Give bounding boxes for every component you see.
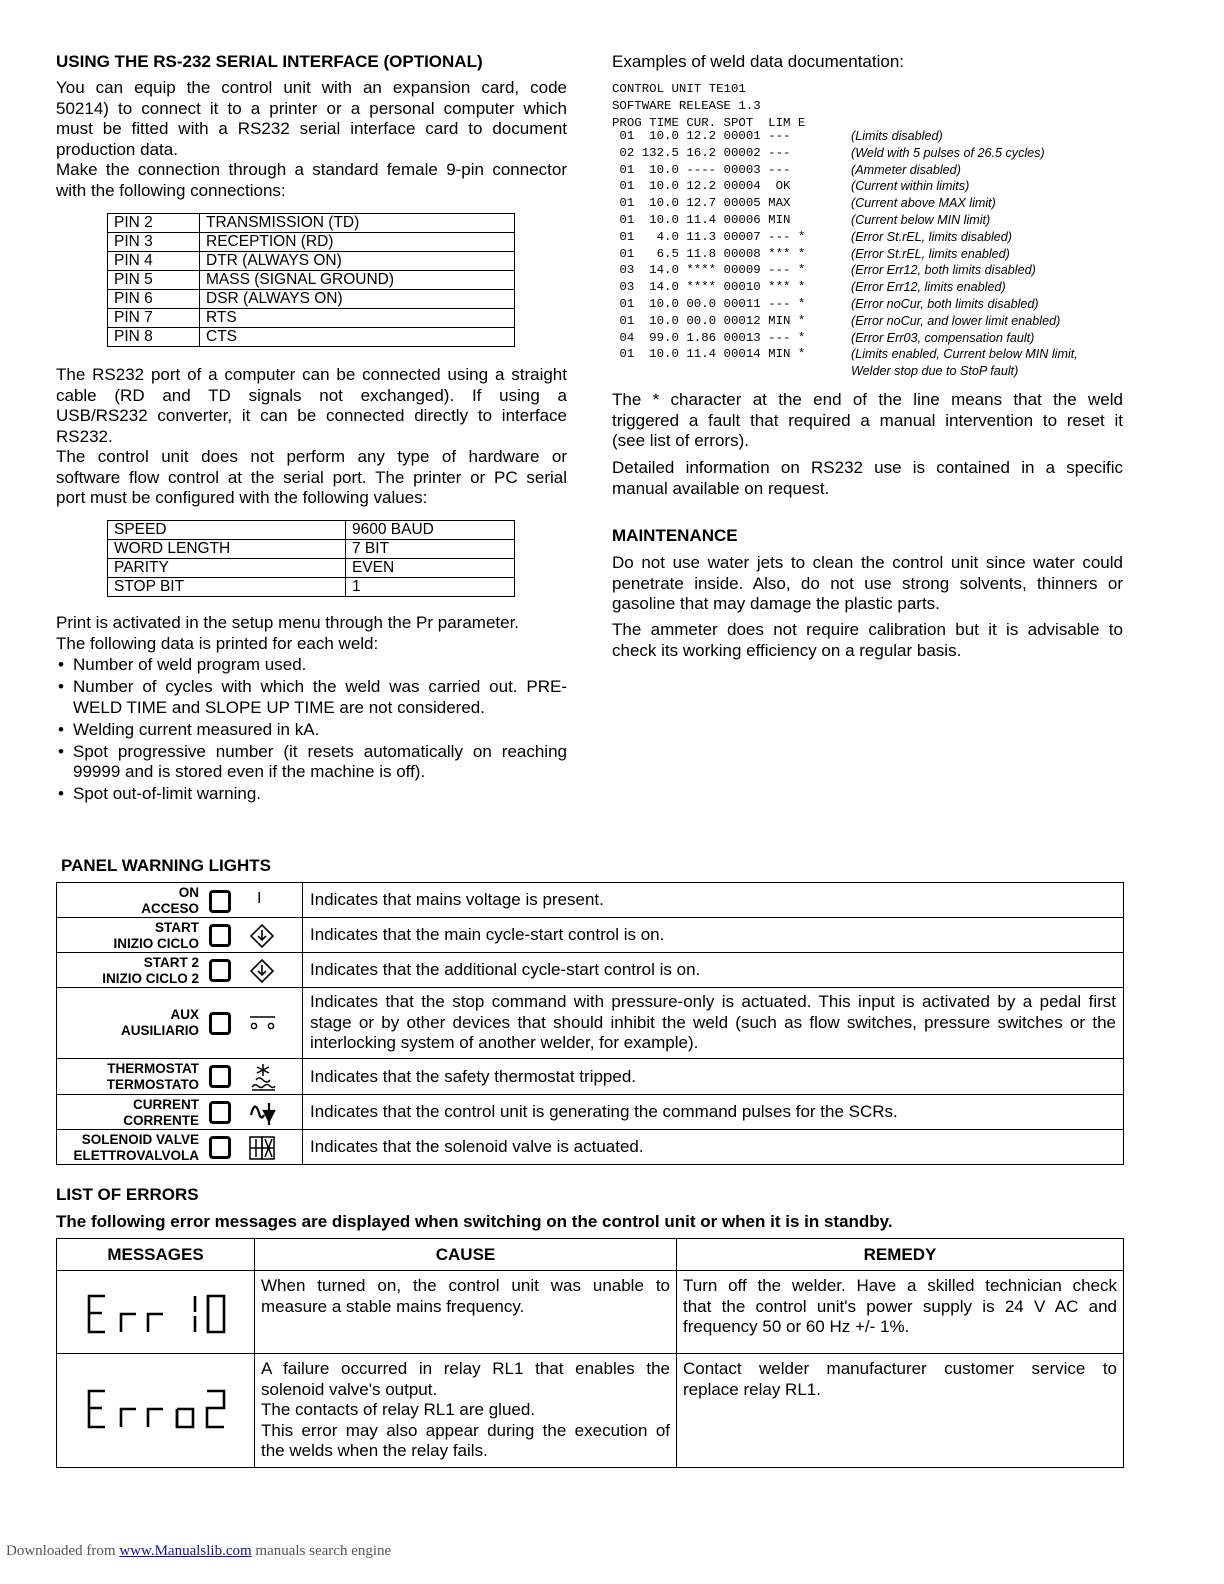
data-line: 01 10.0 12.7 00005 MAX — [612, 196, 806, 211]
table-row — [108, 521, 515, 540]
label-en: START — [155, 920, 199, 935]
mains-symbol: I — [257, 890, 262, 907]
label-en: ON — [178, 885, 199, 900]
data-line: 03 14.0 **** 00009 --- * — [612, 263, 806, 278]
data-line: 01 10.0 12.2 00004 OK — [612, 179, 806, 194]
rs232-cable-text — [56, 365, 567, 509]
pin-cell: PIN 2 — [108, 214, 200, 233]
text-line: the welds when the relay fails. — [261, 1441, 488, 1460]
text-line: manual available on request. — [612, 478, 830, 498]
text-line: Detailed information on RS232 use is contained in a specific — [612, 458, 1123, 477]
text-line: 50214) to connect it to a printer or a personal computer which — [56, 98, 567, 118]
text-line: Turn off the welder. Have a skilled technician check — [683, 1276, 1117, 1295]
light-description: Indicates that the solenoid valve is actuated. — [303, 1130, 1124, 1165]
table-row — [57, 883, 1124, 918]
light-label — [121, 1007, 199, 1038]
note-line: (Limits enabled, Current below MIN limit, — [851, 347, 1078, 362]
text-line: The RS232 port of a computer can be connected using a straight — [56, 365, 567, 384]
example-data-lines — [612, 128, 805, 363]
error-message-cell — [57, 1354, 255, 1468]
table-row — [108, 328, 515, 347]
data-line: 01 10.0 11.4 00006 MIN — [612, 212, 806, 227]
thermostat-icon — [249, 1062, 277, 1092]
footer-suffix: manuals search engine — [255, 1543, 392, 1559]
pin-cell: PIN 3 — [108, 233, 200, 252]
light-cell — [57, 1059, 303, 1095]
text-line: measure a stable mains frequency. — [261, 1296, 525, 1316]
indicator-lamp-icon — [209, 959, 231, 982]
list-item: • Welding current measured in kA. — [56, 720, 567, 741]
maintenance-paragraph-1 — [612, 553, 1123, 615]
data-line: 04 99.0 1.86 00013 --- * — [612, 330, 806, 345]
table-row — [57, 988, 1124, 1059]
text-line: triggered a fault that required a manual intervention to reset it — [612, 410, 1123, 430]
light-description: Indicates that the safety thermostat tripped. — [303, 1059, 1124, 1095]
text-line: A failure occurred in relay RL1 that enables the — [261, 1359, 670, 1378]
note-line: (Error Err03, compensation fault) — [851, 330, 1035, 345]
text-line: Do not use water jets to clean the control unit since water could — [612, 553, 1123, 572]
pin-cell: PIN 7 — [108, 309, 200, 328]
data-line: 01 10.0 11.4 00014 MIN * — [612, 347, 806, 362]
indicator-lamp-icon — [209, 1136, 231, 1159]
errors-table — [56, 1238, 1124, 1468]
example-notes — [851, 128, 1078, 380]
note-line: (Error noCur, both limits disabled) — [851, 296, 1039, 311]
indicator-lamp-icon — [209, 1012, 231, 1035]
note-line: (Current above MAX limit) — [851, 196, 996, 211]
setting-name: WORD LENGTH — [108, 540, 346, 559]
label-en: CURRENT — [133, 1097, 199, 1112]
seven-segment-err10-icon — [85, 1293, 235, 1335]
table-row — [108, 578, 515, 597]
table-row — [57, 1130, 1124, 1165]
table-header-row — [57, 1239, 1124, 1271]
maintenance-title: MAINTENANCE — [612, 526, 738, 545]
rs232-intro — [56, 78, 567, 201]
data-line: 01 10.0 00.0 00011 --- * — [612, 296, 806, 311]
example-header — [612, 81, 805, 131]
text-line: Make the connection through a standard female 9-pin connector — [56, 160, 567, 179]
note-line: (Error Err12, both limits disabled) — [851, 263, 1036, 278]
signal-cell: TRANSMISSION (TD) — [200, 214, 515, 233]
star-explanation — [612, 390, 1123, 452]
note-line: (Current within limits) — [851, 179, 970, 194]
table-row — [57, 1354, 1124, 1468]
label-it: TERMOSTATO — [106, 1076, 199, 1092]
pin-cell: PIN 5 — [108, 271, 200, 290]
list-item: • Number of cycles with which the weld was carried out. PRE-WELD TIME and SLOPE UP TIME are not considered. — [56, 677, 567, 718]
rs232-title: USING THE RS-232 SERIAL INTERFACE (OPTIONAL) — [56, 52, 483, 71]
text-line: The contacts of relay RL1 are glued. — [261, 1400, 536, 1419]
label-en: SOLENOID VALVE — [81, 1132, 199, 1147]
label-it: ELETTROVALVOLA — [73, 1147, 199, 1163]
panel-title: PANEL WARNING LIGHTS — [61, 856, 271, 875]
text-line: You can equip the control unit with an expansion card, code — [56, 78, 567, 97]
data-line: 01 6.5 11.8 00008 *** * — [612, 246, 806, 261]
setting-value: 1 — [346, 578, 515, 597]
list-item: • Number of weld program used. — [56, 655, 567, 676]
label-it: INIZIO CICLO 2 — [102, 970, 199, 986]
header-messages: MESSAGES — [57, 1239, 255, 1271]
label-en: START 2 — [143, 955, 199, 970]
light-cell — [57, 1130, 303, 1165]
indicator-lamp-icon — [209, 1101, 231, 1124]
data-line: 01 10.0 ---- 00003 --- — [612, 162, 806, 177]
note-line: (Weld with 5 pulses of 26.5 cycles) — [851, 145, 1045, 160]
text-line: must be fitted with a RS232 serial interface card to document — [56, 119, 567, 138]
signal-cell: DTR (ALWAYS ON) — [200, 252, 515, 271]
table-row — [57, 1095, 1124, 1130]
light-label — [74, 1132, 200, 1163]
indicator-lamp-icon — [209, 1065, 231, 1088]
text-line: Print is activated in the setup menu through the Pr parameter. — [56, 613, 520, 632]
seven-segment-err22-icon — [85, 1388, 235, 1430]
note-line: (Limits disabled) — [851, 129, 943, 143]
text-line: The ammeter does not require calibration but it is advisable to — [612, 620, 1123, 639]
signal-cell: DSR (ALWAYS ON) — [200, 290, 515, 309]
table-row — [57, 1271, 1124, 1354]
text-line: solenoid valve's output. — [261, 1379, 438, 1399]
label-it: AUSILIARIO — [120, 1022, 199, 1038]
current-icon — [248, 1099, 278, 1127]
label-en: THERMOSTAT — [107, 1061, 199, 1076]
header-cause: CAUSE — [255, 1239, 677, 1271]
pin-cell: PIN 8 — [108, 328, 200, 347]
text-line: SOFTWARE RELEASE 1.3 — [612, 98, 761, 113]
error-message-cell — [57, 1271, 255, 1354]
table-row — [108, 214, 515, 233]
cycle-start-icon — [249, 923, 275, 949]
data-line: 03 14.0 **** 00010 *** * — [612, 280, 806, 295]
manualslib-link[interactable]: www.Manualslib.com — [119, 1543, 252, 1559]
light-cell — [57, 953, 303, 988]
table-row — [57, 953, 1124, 988]
text-line: check its working efficiency on a regular basis. — [612, 640, 962, 660]
setting-value: 7 BIT — [346, 540, 515, 559]
serial-settings-table — [107, 520, 515, 597]
text-line: RS232. — [56, 426, 113, 446]
setting-name: SPEED — [108, 521, 346, 540]
text-line: This error may also appear during the execution of — [261, 1420, 670, 1440]
data-line: 01 10.0 12.2 00001 --- — [612, 129, 806, 143]
text-line: The control unit does not perform any type of hardware or — [56, 447, 567, 466]
pin-cell: PIN 4 — [108, 252, 200, 271]
note-line: (Current below MIN limit) — [851, 212, 991, 227]
light-cell — [57, 918, 303, 953]
text-line: production data. — [56, 139, 178, 159]
label-en: AUX — [170, 1007, 199, 1022]
light-description: Indicates that the additional cycle-start control is on. — [303, 953, 1124, 988]
text-line: When turned on, the control unit was unable to — [261, 1276, 670, 1295]
signal-cell: CTS — [200, 328, 515, 347]
text-line: with the following connections: — [56, 180, 286, 200]
table-row — [108, 309, 515, 328]
error-cause — [255, 1271, 677, 1354]
data-line: 02 132.5 16.2 00002 --- — [612, 145, 806, 160]
data-line: 01 10.0 00.0 00012 MIN * — [612, 313, 806, 328]
text-line: that the control unit's power supply is 24 V AC and — [683, 1296, 1117, 1316]
light-label — [114, 920, 200, 951]
text-line: cable (RD and TD signals not exchanged). If using a — [56, 385, 567, 405]
maintenance-paragraph-2 — [612, 620, 1123, 661]
table-row — [108, 271, 515, 290]
text-line: frequency 50 or 60 Hz +/- 1%. — [683, 1317, 910, 1336]
text-line: USB/RS232 converter, it can be connected directly to interface — [56, 406, 567, 425]
aux-contact-icon — [247, 1010, 279, 1034]
table-row — [108, 233, 515, 252]
error-remedy — [677, 1354, 1124, 1468]
errors-subtitle: The following error messages are displayed when switching on the control unit or when it is in standby. — [56, 1212, 893, 1231]
error-remedy — [677, 1271, 1124, 1354]
indicator-lamp-icon — [209, 890, 231, 913]
examples-title: Examples of weld data documentation: — [612, 52, 905, 71]
light-description: Indicates that the main cycle-start control is on. — [303, 918, 1124, 953]
note-line: (Ammeter disabled) — [851, 162, 961, 177]
note-line: (Error Err12, limits enabled) — [851, 280, 1006, 295]
setting-name: PARITY — [108, 559, 346, 578]
label-it: CORRENTE — [123, 1112, 199, 1128]
errors-title: LIST OF ERRORS — [56, 1185, 199, 1204]
light-label — [123, 1097, 199, 1128]
setting-value: EVEN — [346, 559, 515, 578]
setting-value: 9600 BAUD — [346, 521, 515, 540]
data-line: 01 4.0 11.3 00007 --- * — [612, 229, 806, 244]
printed-data-list — [56, 655, 567, 806]
list-item: • Spot progressive number (it resets automatically on reaching 99999 and is stored even if the machine is off). — [56, 742, 567, 783]
text-line: CONTROL UNIT TE101 — [612, 82, 746, 96]
label-it: INIZIO CICLO — [113, 935, 199, 951]
signal-cell: RTS — [200, 309, 515, 328]
panel-lights-table — [56, 882, 1124, 1165]
note-line: (Error St.rEL, limits disabled) — [851, 229, 1012, 244]
text-line: gasoline that may damage the plastic parts. — [612, 594, 940, 613]
light-description: Indicates that the stop command with pressure-only is actuated. This input is activated by a pedal first stage or by other devices that should inhibit the weld (such as flow switches, pressure switches or the interlocking system of another welder, for example). — [303, 988, 1124, 1059]
table-row — [108, 290, 515, 309]
signal-cell: RECEPTION (RD) — [200, 233, 515, 252]
table-row — [108, 252, 515, 271]
text-line: software flow control at the serial port. The printer or PC serial — [56, 467, 567, 487]
solenoid-valve-icon — [248, 1133, 278, 1163]
light-cell — [57, 1095, 303, 1130]
table-row — [108, 540, 515, 559]
pin-cell: PIN 6 — [108, 290, 200, 309]
text-line: replace relay RL1. — [683, 1379, 821, 1399]
pin-table — [107, 213, 515, 347]
indicator-lamp-icon — [209, 924, 231, 947]
note-line: Welder stop due to StoP fault) — [851, 364, 1019, 379]
note-line: (Error St.rEL, limits enabled) — [851, 246, 1010, 261]
signal-cell: MASS (SIGNAL GROUND) — [200, 271, 515, 290]
text-line: The * character at the end of the line means that the weld — [612, 390, 1123, 409]
footer — [6, 1543, 391, 1560]
table-row — [108, 559, 515, 578]
table-row — [57, 1059, 1124, 1095]
cycle-start-2-icon — [249, 958, 275, 984]
light-cell — [57, 883, 303, 918]
text-line: Contact welder manufacturer customer service to — [683, 1359, 1117, 1378]
print-intro — [56, 613, 567, 654]
light-label — [107, 1061, 199, 1092]
text-line: PROG TIME CUR. SPOT LIM E — [612, 115, 806, 130]
error-cause — [255, 1354, 677, 1468]
light-label — [102, 955, 199, 986]
setting-name: STOP BIT — [108, 578, 346, 597]
light-cell — [57, 988, 303, 1059]
table-row — [57, 918, 1124, 953]
rs232-detail-info — [612, 458, 1123, 499]
light-description: Indicates that mains voltage is present. — [303, 883, 1124, 918]
text-line: (see list of errors). — [612, 431, 749, 450]
header-remedy: REMEDY — [677, 1239, 1124, 1271]
note-line: (Error noCur, and lower limit enabled) — [851, 313, 1061, 328]
footer-prefix: Downloaded from — [6, 1543, 116, 1559]
label-it: ACCESO — [141, 900, 199, 916]
text-line: port must be configured with the following values: — [56, 488, 428, 507]
light-label — [141, 885, 199, 916]
text-line: The following data is printed for each weld: — [56, 633, 379, 653]
list-item: • Spot out-of-limit warning. — [56, 784, 567, 805]
text-line: penetrate inside. Also, do not use strong solvents, thinners or — [612, 573, 1123, 593]
light-description: Indicates that the control unit is generating the command pulses for the SCRs. — [303, 1095, 1124, 1130]
